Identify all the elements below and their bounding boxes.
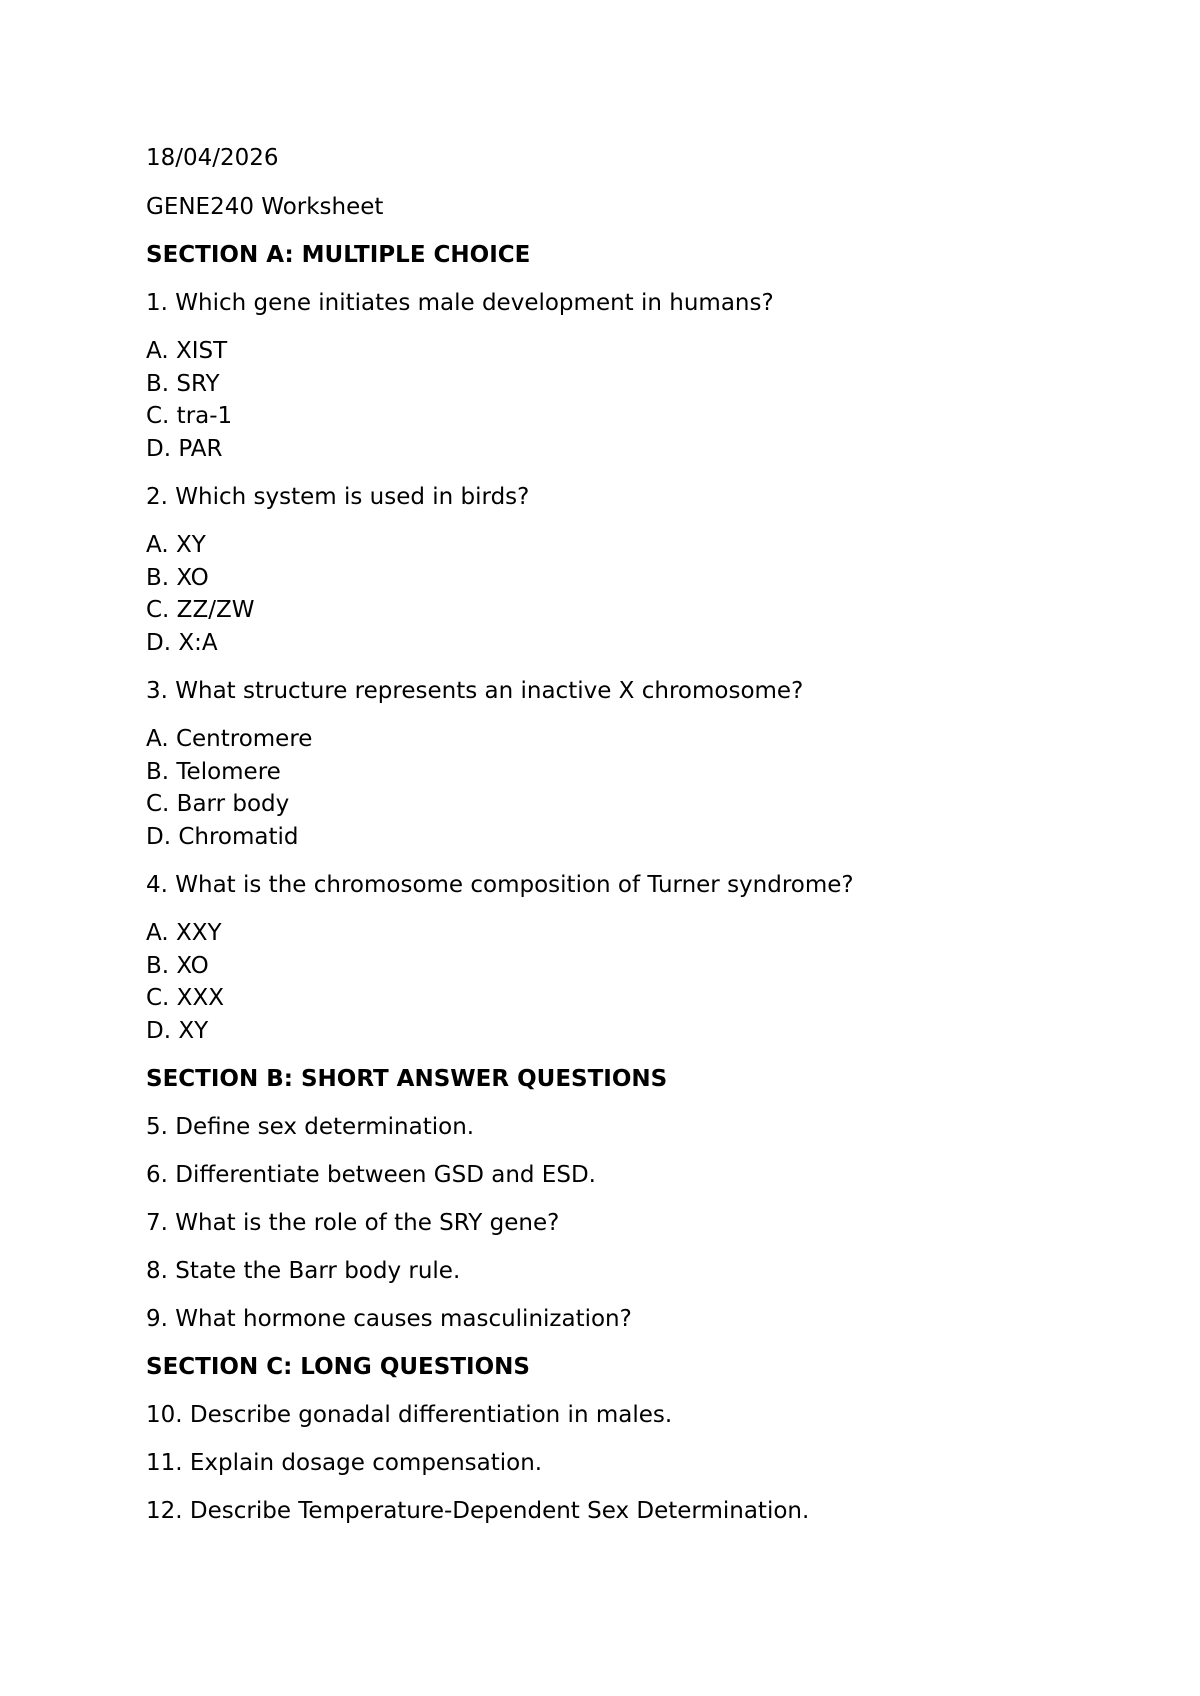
question-5: 5. Define sex determination. bbox=[146, 1114, 475, 1140]
section-b-heading: SECTION B: SHORT ANSWER QUESTIONS bbox=[146, 1066, 668, 1092]
option-item: C. tra-1 bbox=[146, 403, 233, 429]
question-11: 11. Explain dosage compensation. bbox=[146, 1450, 543, 1476]
question-1: 1. Which gene initiates male development in humans? bbox=[146, 290, 774, 316]
option-item: D. Chromatid bbox=[146, 823, 299, 850]
option-item: A. XXY bbox=[146, 920, 222, 946]
document-title: GENE240 Worksheet bbox=[146, 194, 384, 220]
option-item: D. PAR bbox=[146, 435, 223, 462]
document-date: 18/04/2026 bbox=[146, 145, 279, 171]
option-item: C. ZZ/ZW bbox=[146, 597, 255, 623]
option-item: B. SRY bbox=[146, 370, 220, 397]
question-3-options bbox=[146, 723, 1126, 853]
option-item: B. XO bbox=[146, 952, 209, 979]
option-item: A. Centromere bbox=[146, 726, 313, 752]
question-8: 8. State the Barr body rule. bbox=[146, 1258, 461, 1284]
option-item: B. XO bbox=[146, 564, 209, 591]
question-10: 10. Describe gonadal differentiation in males. bbox=[146, 1402, 673, 1428]
question-4: 4. What is the chromosome composition of Turner syndrome? bbox=[146, 872, 854, 898]
question-9: 9. What hormone causes masculinization? bbox=[146, 1306, 632, 1332]
section-a-heading: SECTION A: MULTIPLE CHOICE bbox=[146, 242, 531, 268]
question-12: 12. Describe Temperature-Dependent Sex Determination. bbox=[146, 1498, 810, 1524]
question-7: 7. What is the role of the SRY gene? bbox=[146, 1210, 560, 1236]
question-2: 2. Which system is used in birds? bbox=[146, 484, 530, 510]
option-item: A. XIST bbox=[146, 338, 228, 364]
question-3: 3. What structure represents an inactive X chromosome? bbox=[146, 678, 804, 704]
question-2-options bbox=[146, 529, 1126, 659]
option-item: D. X:A bbox=[146, 629, 218, 656]
option-item: B. Telomere bbox=[146, 758, 281, 785]
worksheet-page bbox=[146, 142, 1126, 1543]
question-6: 6. Differentiate between GSD and ESD. bbox=[146, 1162, 596, 1188]
section-c-heading: SECTION C: LONG QUESTIONS bbox=[146, 1354, 530, 1380]
question-4-options bbox=[146, 917, 1126, 1047]
option-item: D. XY bbox=[146, 1017, 209, 1044]
option-item: C. XXX bbox=[146, 985, 224, 1011]
question-1-options bbox=[146, 335, 1126, 465]
option-item: C. Barr body bbox=[146, 791, 290, 817]
option-item: A. XY bbox=[146, 532, 206, 558]
